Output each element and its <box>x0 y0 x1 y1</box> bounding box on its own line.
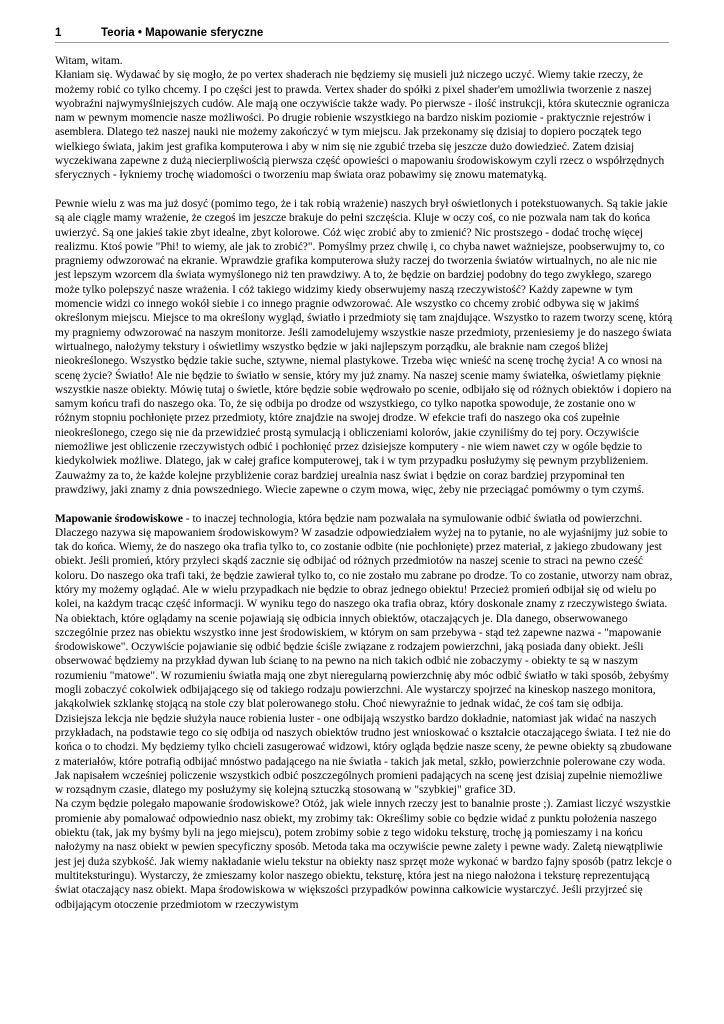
greeting-paragraph: Witam, witam. <box>55 55 123 67</box>
page-number: 1 <box>55 27 62 39</box>
intro-paragraph: Kłaniam się. Wydawać by się mogło, że po vertex shaderach nie będziemy się musieli już niczego uczyć. Wiemy takie rzeczy, że możemy robić co tylko chcemy. I po części jest to prawda. Vertex shader do spółki z pixel shader'em umożliwia tworzenie z naszej wyobraźni najwymyślniejszych cudów. Ale mają one oczywiście także wady. Po pierwsze - ilość instrukcji, która skutecznie ogranicza nam w pewnym momencie nasze możliwości. Po drugie robienie wszystkiego na bardzo niskim poziomie - praktycznie rejestrów i asemblera. Dlatego też naszej nauki nie możemy zakończyć w tym miejscu. Jak przekonamy się dzisiaj to dopiero początek tego wielkiego świata, jakim jest grafika komputerowa i aby w nim się nie zgubić trzeba się jeszcze dużo dowiedzieć. Zatem dzisiaj wyczekiwana zapewne z dużą niecierpliwością pierwsza część opowieści o mapowaniu środowiskowym czyli rzecz o współrzędnych sferycznych - łykniemy trochę wiadomości o tworzeniu map świata oraz pobawimy się znowu matematyką. <box>55 69 670 182</box>
term-heading: Mapowanie środowiskowe <box>55 512 183 525</box>
method-paragraph: Na czym będzie polegało mapowanie środowiskowe? Otóż, jak wiele innych rzeczy jest to banalnie proste ;). Zamiast liczyć wszystkie promienie aby pomalować odpowiednio nasz obiekt, my zrobimy tak: Określimy sobie co będzie widać z punktu położenia naszego obiektu (tak, jak my byśmy byli na jego miejscu), potem zrobimy sobie z tego widoku teksturę, trochę ją pomieszamy i na końcu nałożymy na nasz obiekt w pewien specyficzny sposób. Metoda taka ma oczywiście pewne zalety i pewne wady. Zaletą niewątpliwie jest jej duża szybkość. Jak wiemy nakładanie wielu tekstur na obiekty nasz sprzęt może wykonać w bardzo fajny sposób (patrz lekcje o multiteksturingu). Wystarczy, że zmieszamy kolor naszego obiektu, teksturę, która jest na niego nałożona i teksturę reprezentującą świat otaczający nasz obiekt. Mapa środowiskowa w większości przypadków powinna całkowicie wystarczyć. Jeśli przyjrzeć się odbijającym otoczenie przedmiotom w rzeczywistym <box>55 798 672 911</box>
realism-paragraph: Pewnie wielu z was ma już dosyć (pomimo tego, że i tak robią wrażenie) naszych brył oświetlonych i potekstuowanych. Są takie jakie są ale ciągle mamy wrażenie, że czegoś im jeszcze brakuje do pełni szczęścia. Kluje w oczy coś, co nie pozwala nam tak do końca uwierzyć. Są one jakieś takie zbyt idealne, zbyt kolorowe. Cóż więc zrobić aby to zmienić? Nic prostszego - dodać trochę więcej realizmu. Ktoś powie "Phi! to wiemy, ale jak to zrobić?". Pomyślmy przez chwilę i, co chyba nawet ważniejsze, poobserwujmy to, co pragniemy odwzorować na ekranie. Wprawdzie grafika komputerowa służy raczej do tworzenia światów wirtualnych, no ale nic nie jest lepszym wzorcem dla świata wymyślonego niż ten prawdziwy. A to, że będzie on bardziej podobny do tego zwykłego, szarego może tylko polepszyć nasze wrażenia. I cóż takiego widzimy kiedy obserwujemy naszą rzeczywistość? Każdy zapewne w tym momencie widzi co innego wokół siebie i co innego pragnie odwzorować. Ale wszystko co chcemy zrobić odbywa się w jakimś określonym miejscu. Miejsce to ma określony wygląd, światło i przedmioty się tam znajdujące. Wszystko to razem tworzy scenę, którą my pragniemy odwzorować na naszym monitorze. Jeśli zamodelujemy wszystkie nasze przedmioty, przeniesiemy je do naszego świata wirtualnego, nałożymy tekstury i oświetlimy wszystko będzie w jaki najlepszym porządku, ale braknie nam czegoś bliżej nieokreślonego. Wszystko będzie takie suche, sztywne, niemal plastykowe. Trzeba więc wnieść na scenę trochę życia! A co wnosi na scenę życie? Światło! Ale nie będzie to światło w sensie, który my już znamy. Na naszej scenie mamy światełka, oświetlamy pięknie wszystkie nasze obiekty. Mówię tutaj o świetle, które będzie sobie wędrowało po scenie, odbijało się od różnych obiektów i dopiero na samym końcu trafi do naszego oka. To, że się odbija po drodze od wszystkiego, co tylko napotka spowoduje, że zostanie ono w różnym stopniu pochłonięte przez przedmioty, które znajdzie na swojej drodze. W efekcie trafi do naszego oka coś zupełnie nieokreślonego, czego się nie da przewidzieć prostą symulacją i obliczeniami kolorów, jakie czyniliśmy do tej pory. Oczywiście niemożliwe jest obliczenie rzeczywistych odbić i pochłonięć przez dzisiejsze komputery - nie wiem nawet czy w ogóle będzie to kiedykolwiek możliwe. Dlatego, jak w całej grafice komputerowej, tak i w tym przypadku posłużymy się pewnym przybliżeniem. Zauważmy za to, że każde kolejne przybliżenie coraz bardziej urealnia nasz świat i będzie on coraz bardziej przypominał ten prawdziwy, jaki znamy z dnia powszedniego. Wiecie zapewne o czym mowa, więc, żeby nie przeciągać pomówmy o tym czymś. <box>55 197 673 496</box>
page-title: Teoria • Mapowanie sferyczne <box>101 27 264 39</box>
term-definition: - to inaczej technologia, która będzie nam pozwalała na symulowanie odbić światła od powierzchni. Dlaczego nazywa się mapowaniem środowiskowym? W zasadzie odpowiedziałem wyżej na to pytanie, no ale wyjaśnijmy już sobie to tak do końca. Wiemy, że do naszego oka trafia tylko to, co zostanie odbite (nie pochłonięte) przez materiał, z jakiego zbudowany jest obiekt. Jeśli promień, który przyleci skądś zacznie się odbijać od różnych przedmiotów na naszej scenie to straci na pewno cześć koloru. Do naszego oka trafi taki, że będzie zawierał tylko to, co nie zostało mu zabrane po drodze. To co zostanie, utworzy nam obraz, który my możemy oglądać. Ale w wielu przypadkach nie będzie to obraz jednego obiektu! Przecież promień odbijał się od wielu po kolei, na każdym tracąc część informacji. W wyniku tego do naszego oka trafia obraz, który doskonale znamy z rzeczywistego świata. Na obiektach, które oglądamy na scenie pojawiają się odbicia innych obiektów, otaczających je. Dla danego, obserwowanego szczególnie przez nas obiektu wszystko inne jest środowiskiem, w którym on sam przebywa - stąd też zapewne nazwa - "mapowanie środowiskowe". Oczywiście pojawianie się odbić będzie ściśle związane z rodzajem powierzchni, jaką posiada dany obiekt. Jeśli obserwować będziemy na przykład dywan lub ścianę to na pewno na nich takich odbić nie zobaczymy - obiekty te są w naszym rozumieniu "matowe". W rozumieniu światła mają one zbyt nieregularną powierzchnię aby móc odbić światło w taki sposób, żebyśmy mogli zobaczyć cokolwiek odbijającego się od takiego rodzaju powierzchni. Ale wystarczy spojrzeć na kineskop naszego monitora, jakąkolwiek szklankę stojącą na stole czy blat polerowanego stołu. Choć niewyraźnie to jednak widać, że coś tam się odbija. Dzisiejsza lekcja nie będzie służyła nauce robienia luster - one odbijają wszystko bardzo dokładnie, natomiast jak widać na naszych przykładach, na podstawie tego co się odbija od naszych obiektów trudno jest wnioskować o kształcie otaczającego świata. I też nie do końca o to chodzi. My będziemy tylko chcieli zasugerować widzowi, który ogląda będzie nasze sceny, że pewne obiekty są zbudowane z materiałów, które potrafią odbijać mnóstwo padającego na nie światła - takich jak metal, szkło, powierzchnie polerowane czy woda. Jak napisałem wcześniej policzenie wszystkich odbić poszczególnych promieni padających na scenę jest dzisiaj zupełnie niemożliwe w rozsądnym czasie, dlatego my posłużymy się kolejną sztuczką stosowaną w "szybkiej" grafice 3D. <box>55 512 673 797</box>
environment-mapping-paragraph <box>55 512 673 798</box>
page-header <box>55 26 669 43</box>
article-body <box>55 54 673 912</box>
